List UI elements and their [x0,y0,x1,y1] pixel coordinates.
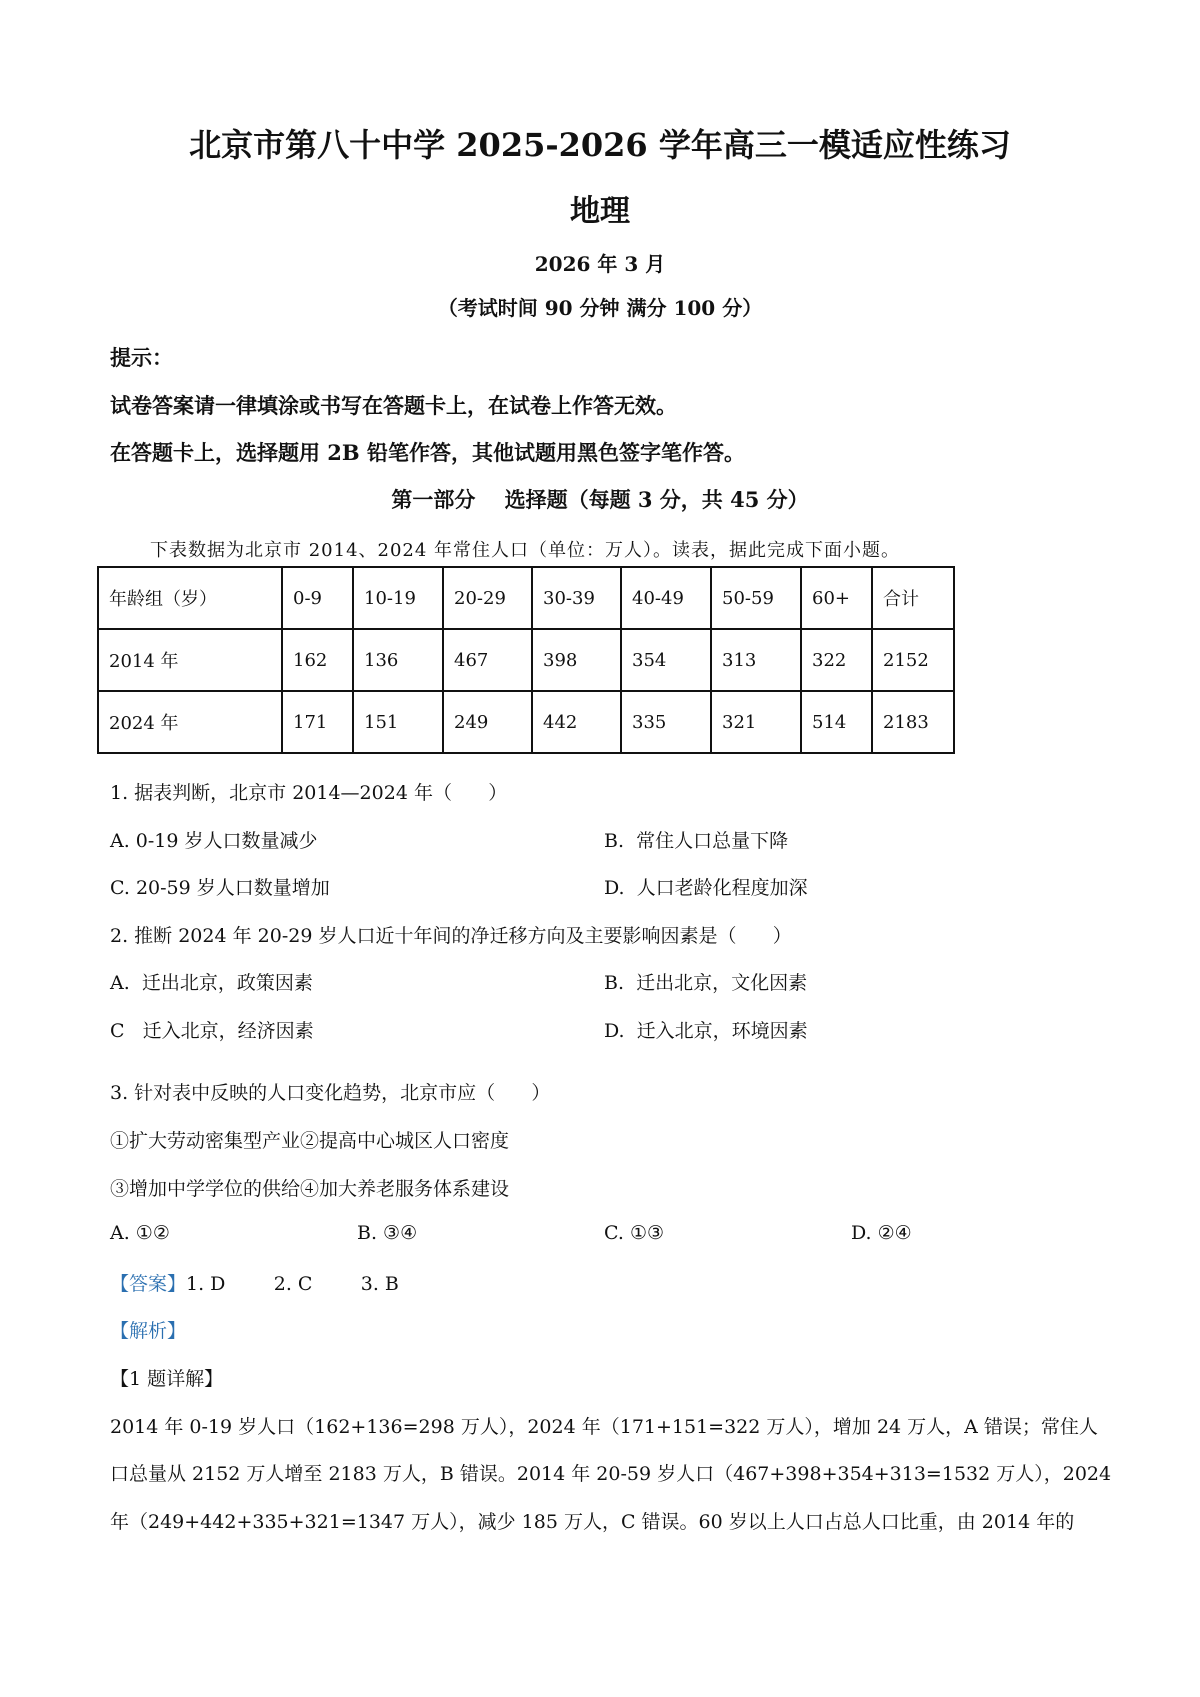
analysis-label: 【解析】 [110,1320,187,1342]
question-3-item-line-2: ③增加中学学位的供给④加大养老服务体系建设 [110,1178,510,1200]
question-2-option-a: A. 迁出北京，政策因素 [110,972,313,994]
question-1-stem: 1. 据表判断，北京市 2014—2024 年（ ） [110,782,508,804]
table-cell: 151 [353,691,443,753]
table-cell: 162 [282,629,353,691]
exam-title: 北京市第八十中学 2025-2026 学年高三一模适应性练习 [189,126,1011,164]
table-cell: 442 [532,691,621,753]
answer-label: 【答案】 [110,1273,187,1295]
table-cell: 136 [353,629,443,691]
table-cell: 171 [282,691,353,753]
question-2-option-b: B. 迁出北京，文化因素 [604,972,808,994]
question-3-option-b: B. ③④ [357,1222,418,1244]
table-cell: 50-59 [711,567,801,629]
question-2-option-c: C 迁入北京，经济因素 [110,1020,314,1042]
table-cell: 年龄组（岁） [98,567,282,629]
table-cell: 467 [443,629,532,691]
table-cell: 30-39 [532,567,621,629]
table-cell: 2014 年 [98,629,282,691]
tips-line-2: 在答题卡上，选择题用 2B 铅笔作答，其他试题用黑色签字笔作答。 [110,440,745,465]
question-2-stem: 2. 推断 2024 年 20-29 岁人口近十年间的净迁移方向及主要影响因素是（ ） [110,925,792,947]
table-header-row [98,567,954,629]
question-3-option-c: C. ①③ [604,1222,665,1244]
table-row [98,629,954,691]
table-cell: 2183 [872,691,954,753]
tips-label: 提示： [110,345,173,370]
question-3-stem: 3. 针对表中反映的人口变化趋势，北京市应（ ） [110,1082,551,1104]
subject-title: 地理 [570,194,630,229]
table-cell: 0-9 [282,567,353,629]
answer-text: 1. D 2. C 3. B [186,1273,399,1295]
table-cell: 249 [443,691,532,753]
table-cell: 40-49 [621,567,711,629]
table-cell: 20-29 [443,567,532,629]
exam-date: 2026 年 3 月 [534,252,666,276]
exam-info: （考试时间 90 分钟 满分 100 分） [437,296,763,320]
question-3-option-a: A. ①② [110,1222,170,1244]
table-cell: 313 [711,629,801,691]
population-table [97,566,955,754]
table-intro: 下表数据为北京市 2014、2024 年常住人口（单位：万人）。读表，据此完成下面小题。 [150,540,901,561]
question-1-option-b: B. 常住人口总量下降 [604,830,789,852]
table-cell: 合计 [872,567,954,629]
analysis-line-2: 口总量从 2152 万人增至 2183 万人，B 错误。2014 年 20-59 岁人口（467+398+354+313=1532 万人），2024 [110,1463,1112,1485]
table-cell: 10-19 [353,567,443,629]
table-cell: 60+ [801,567,872,629]
table-cell: 321 [711,691,801,753]
section-title: 第一部分 选择题（每题 3 分，共 45 分） [391,487,809,512]
table-cell: 322 [801,629,872,691]
analysis-line-3: 年（249+442+335+321=1347 万人），减少 185 万人，C 错误。60 岁以上人口占总人口比重，由 2014 年的 [110,1511,1075,1533]
table-cell: 2024 年 [98,691,282,753]
question-1-option-c: C. 20-59 岁人口数量增加 [110,877,330,899]
table-cell: 335 [621,691,711,753]
question-2-option-d: D. 迁入北京，环境因素 [604,1020,808,1042]
question-3-item-line-1: ①扩大劳动密集型产业②提高中心城区人口密度 [110,1130,510,1152]
question-1-option-d: D. 人口老龄化程度加深 [604,877,808,899]
table-cell: 2152 [872,629,954,691]
table-cell: 514 [801,691,872,753]
table-cell: 398 [532,629,621,691]
question-3-option-d: D. ②④ [851,1222,912,1244]
table-cell: 354 [621,629,711,691]
question-1-option-a: A. 0-19 岁人口数量减少 [110,830,318,852]
tips-line-1: 试卷答案请一律填涂或书写在答题卡上，在试卷上作答无效。 [110,393,677,418]
analysis-line-1: 2014 年 0-19 岁人口（162+136=298 万人），2024 年（171+151=322 万人），增加 24 万人，A 错误；常住人 [110,1416,1098,1438]
detail-label: 【1 题详解】 [110,1368,224,1390]
answer-line [110,1269,399,1296]
table-row [98,691,954,753]
